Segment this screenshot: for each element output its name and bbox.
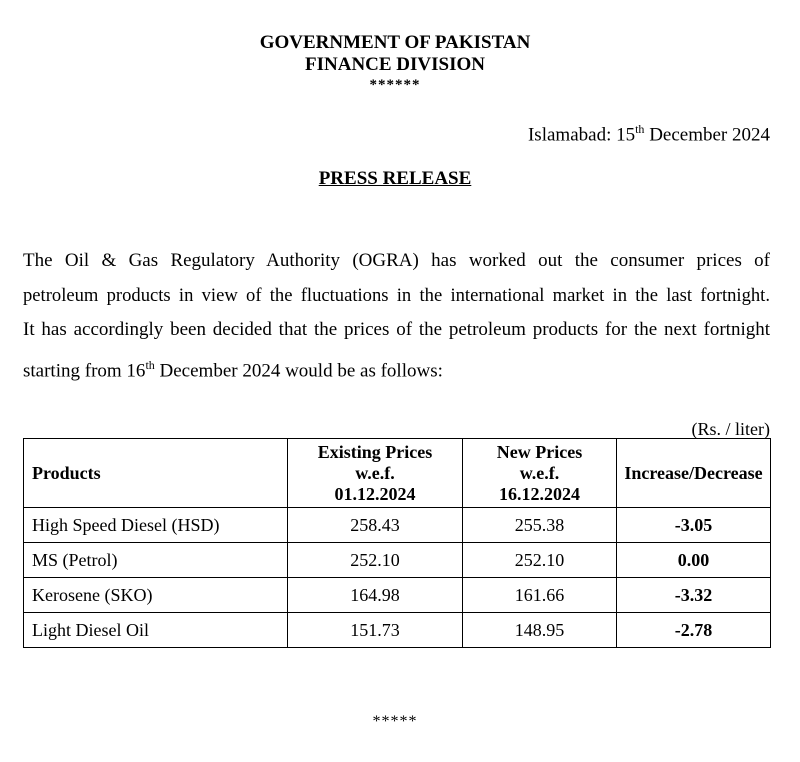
body-paragraph — [23, 244, 770, 388]
table-row — [24, 578, 771, 613]
cell-product: Light Diesel Oil — [24, 613, 288, 648]
cell-product: High Speed Diesel (HSD) — [24, 508, 288, 543]
footer-separator: ***** — [372, 713, 418, 730]
table-row — [24, 508, 771, 543]
cell-product: MS (Petrol) — [24, 543, 288, 578]
header-existing-line: Existing Prices — [317, 441, 433, 462]
header-existing-line: 01.12.2024 — [334, 483, 416, 504]
body-line: It has accordingly been decided that the prices of the petroleum products for the next fortnight — [23, 319, 770, 340]
dateline — [528, 122, 770, 146]
cell-new: 161.66 — [463, 578, 617, 613]
date-prefix: Islamabad: 15 — [527, 124, 636, 146]
header-existing-line: w.e.f. — [355, 462, 395, 483]
header-new — [463, 439, 617, 508]
cell-existing: 164.98 — [288, 578, 463, 613]
header-products: Products — [24, 439, 288, 508]
header-new-line: 16.12.2024 — [499, 483, 580, 504]
cell-change: 0.00 — [617, 543, 771, 578]
body-line: The Oil & Gas Regulatory Authority (OGRA) has worked out the consumer prices of — [23, 250, 770, 271]
unit-label: (Rs. / liter) — [691, 419, 770, 439]
page-title: PRESS RELEASE — [318, 168, 472, 189]
table-header-row — [24, 439, 771, 508]
header-new-line: New Prices — [496, 441, 583, 462]
cell-existing: 258.43 — [288, 508, 463, 543]
date-suffix: December 2024 — [644, 124, 770, 146]
table-row — [24, 543, 771, 578]
cell-change: -3.05 — [617, 508, 771, 543]
header-separator: ****** — [369, 77, 421, 93]
body-line4-suffix: December 2024 would be as follows: — [154, 359, 443, 381]
body-line: petroleum products in view of the fluctuations in the international market in the last fortnight. — [23, 284, 770, 306]
header-government: GOVERNMENT OF PAKISTAN — [259, 32, 531, 53]
header-existing — [288, 439, 463, 508]
price-table — [23, 438, 771, 648]
date-sup: th — [635, 122, 645, 136]
header-division: FINANCE DIVISION — [305, 54, 485, 75]
cell-new: 148.95 — [463, 613, 617, 648]
cell-new: 255.38 — [463, 508, 617, 543]
body-line4-prefix: starting from 16 — [23, 359, 146, 381]
cell-existing: 151.73 — [288, 613, 463, 648]
body-line4-sup: th — [145, 357, 155, 372]
header-change: Increase/Decrease — [617, 439, 771, 508]
header-new-line: w.e.f. — [519, 462, 560, 483]
cell-new: 252.10 — [463, 543, 617, 578]
cell-product: Kerosene (SKO) — [24, 578, 288, 613]
cell-existing: 252.10 — [288, 543, 463, 578]
table-row — [24, 613, 771, 648]
body-line — [23, 348, 770, 389]
cell-change: -3.32 — [617, 578, 771, 613]
cell-change: -2.78 — [617, 613, 771, 648]
